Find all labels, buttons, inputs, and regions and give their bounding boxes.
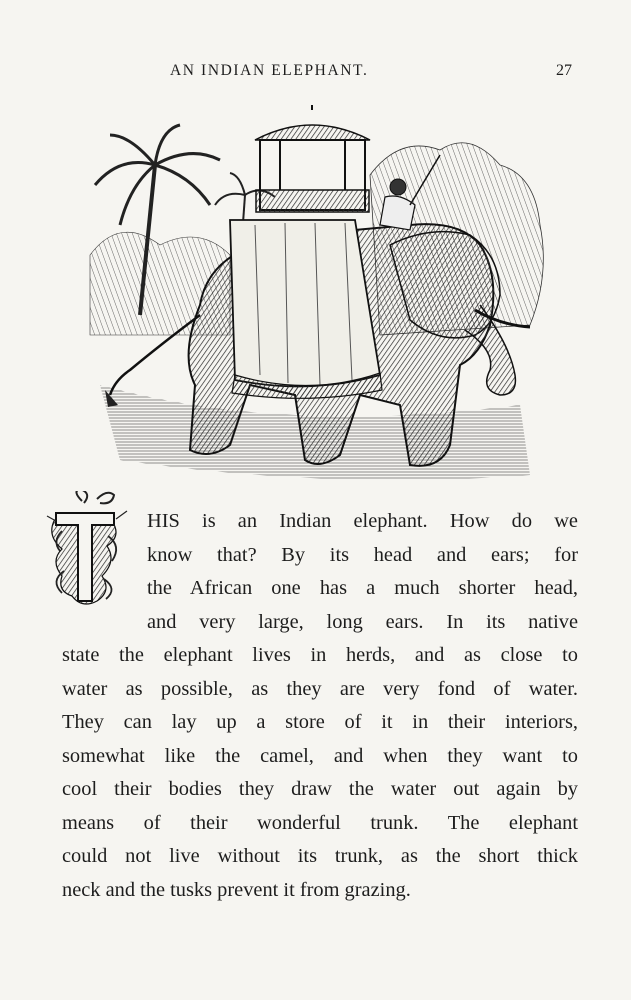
body-line-4: and very large, long ears. In its native xyxy=(147,610,578,633)
body-line-10: means of their wonderful trunk. The elephant xyxy=(62,811,578,834)
body-line-5: state the elephant lives in herds, and as close to xyxy=(62,644,578,666)
body-line-1: HIS is an Indian elephant. How do we xyxy=(147,510,578,532)
page-number: 27 xyxy=(556,62,572,79)
body-line-7: They can lay up a store of it in their interiors, xyxy=(62,711,578,733)
body-line-12: neck and the tusks prevent it from grazing. xyxy=(62,878,411,901)
drop-cap-ornament xyxy=(42,491,134,611)
elephant-illustration xyxy=(80,105,550,490)
body-line-11: could not live without its trunk, as the short thick xyxy=(62,845,578,867)
running-head: AN INDIAN ELEPHANT. xyxy=(170,62,369,79)
page-header xyxy=(0,62,631,86)
body-line-6: water as possible, as they are very fond of water. xyxy=(62,677,578,700)
body-line-9: cool their bodies they draw the water out again by xyxy=(62,778,578,800)
body-line-3: the African one has a much shorter head, xyxy=(147,577,578,599)
body-line-8: somewhat like the camel, and when they want to xyxy=(62,744,578,767)
body-text xyxy=(62,505,578,907)
body-line-2: know that? By its head and ears; for xyxy=(147,543,578,566)
